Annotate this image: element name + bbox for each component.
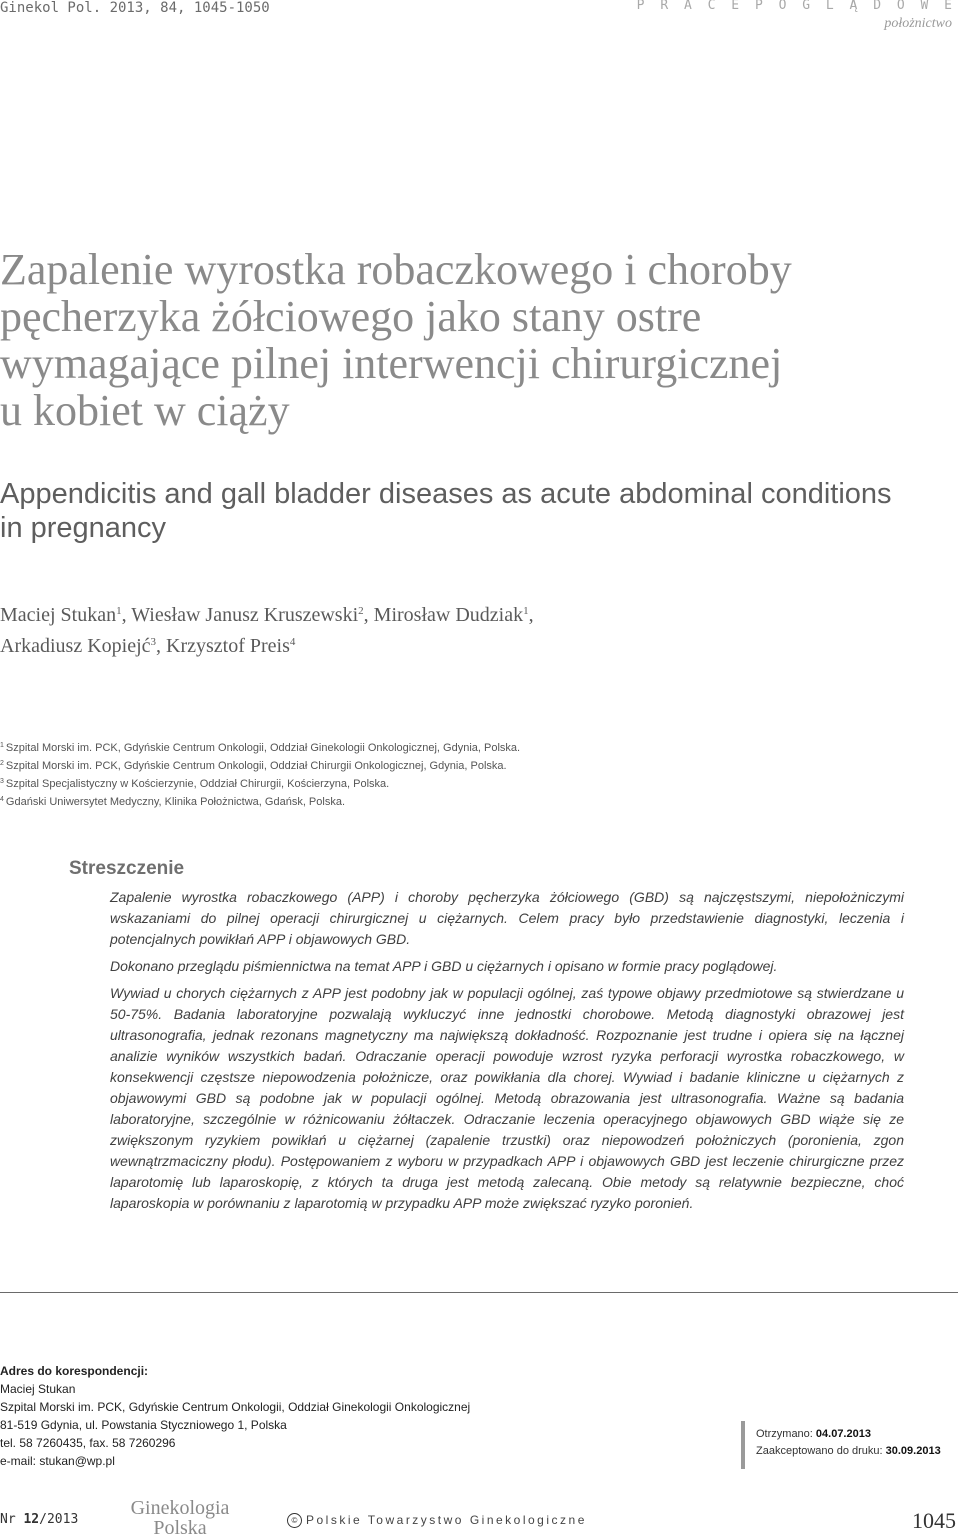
author-line <box>0 629 534 660</box>
author-separator: , <box>528 604 534 626</box>
correspondence-line: Szpital Morski im. PCK, Gdyńskie Centrum Onkologii, Oddział Ginekologii Onkologicznej <box>0 1400 471 1414</box>
affiliation-number: 1 <box>0 742 4 749</box>
logo-line: Ginekologia <box>130 1497 230 1519</box>
accepted-value: 30.09.2013 <box>885 1445 941 1457</box>
journal-reference: Ginekol Pol. 2013, 84, 1045-1050 <box>0 0 270 16</box>
subsection-label: położnictwo <box>884 16 952 31</box>
author-name: Maciej Stukan <box>0 604 117 626</box>
correspondence-heading: Adres do korespondencji: <box>0 1364 149 1378</box>
issue-num: 12 <box>23 1512 40 1527</box>
title-english <box>0 477 940 545</box>
accepted-date <box>756 1443 941 1460</box>
page-number: 1045 <box>912 1508 956 1533</box>
author-affiliation-mark: 3 <box>150 636 157 648</box>
author-affiliation-mark: 2 <box>358 605 364 617</box>
title-english-line: in pregnancy <box>0 512 167 544</box>
abstract-heading: Streszczenie <box>69 858 185 879</box>
abstract-paragraph: Zapalenie wyrostka robaczkowego (APP) i choroby pęcherzyka żółciowego (GBD) są najczęstszymi, niepołożniczymi wskazaniami do pilnej operacji chirurgicznej u ciężarnych. Celem pracy było przedstawienie diagnostyki, leczenia i potencjalnych powikłań APP i objawowych GBD. <box>110 889 904 947</box>
society-name: Polskie Towarzystwo Ginekologiczne <box>306 1513 587 1527</box>
correspondence-email[interactable]: e-mail: stukan@wp.pl <box>0 1454 115 1468</box>
received-value: 04.07.2013 <box>815 1428 871 1440</box>
title-english-line: Appendicitis and gall bladder diseases as acute abdominal conditions <box>0 478 892 510</box>
horizontal-divider <box>0 1292 958 1293</box>
received-date <box>756 1426 941 1443</box>
dates-block <box>756 1426 941 1460</box>
copyright-icon: © <box>287 1513 302 1528</box>
author-list <box>0 598 534 660</box>
title-polish-line: wymagające pilnej interwencji chirurgicznej <box>0 339 783 388</box>
author-line <box>0 598 534 629</box>
received-label: Otrzymano: <box>756 1428 816 1440</box>
dates-accent-bar <box>741 1421 745 1469</box>
section-label: P R A C E P O G L Ą D O W E <box>636 0 956 13</box>
correspondence-block <box>0 1362 470 1470</box>
affiliation-number: 4 <box>0 796 4 803</box>
author-name: Arkadiusz Kopiejć <box>0 635 151 657</box>
affiliation-number: 2 <box>0 760 4 767</box>
abstract-body <box>110 887 904 1220</box>
affiliation-item <box>0 756 520 774</box>
author-affiliation-mark: 1 <box>116 605 122 617</box>
logo-line: Polska <box>153 1517 207 1539</box>
affiliation-text: Szpital Morski im. PCK, Gdyńskie Centrum Onkologii, Oddział Ginekologii Onkologicznej, Gdynia, Polska. <box>5 742 521 754</box>
title-polish <box>0 246 940 434</box>
title-polish-line: pęcherzyka żółciowego jako stany ostre <box>0 292 702 341</box>
author-name: Krzysztof Preis <box>166 635 290 657</box>
author-affiliation-mark: 1 <box>523 605 529 617</box>
author-separator: , <box>156 635 167 657</box>
affiliation-item <box>0 774 520 792</box>
author-affiliation-mark: 4 <box>289 636 296 648</box>
correspondence-line: tel. 58 7260435, fax. 58 7260296 <box>0 1436 176 1450</box>
affiliation-item <box>0 738 520 756</box>
journal-logo <box>120 1498 240 1538</box>
correspondence-line: Maciej Stukan <box>0 1382 76 1396</box>
abstract-paragraph: Wywiad u chorych ciężarnych z APP jest podobny jak w populacji ogólnej, zaś typowe objawy przedmiotowe są stwierdzane u 50-75%. Badania laboratoryjne pozwalają wykluczyć inne jednostki chorobowe. Metodą diagnostyki obrazowej jest ultrasonografia, jednak rezonans magnetyczny ma największą dokładność. Rozpoznanie jest trudne i opiera się na łącznej analizie wyników wszystkich badań. Odraczanie operacji powoduje wzrost ryzyka perforacji wyrostka robaczkowego, w konsekwencji częstsze niepowodzenia położnicze, oraz powikłania dla chorej. Wywiad i badanie kliniczne u ciężarnych z objawowymi GBD są podobne jak w populacji ogólnej. Metodą obrazowania jest ultrasonografia. Ważne są badania laboratoryjne, szczególnie w różnicowaniu żółtaczek. Odraczanie leczenia operacyjnego objawowych GBD wiąże się ze zwiększonym ryzykiem powikłań u ciężarnej (zapalenie trzustki) oraz niepowodzeń położniczych (poronienia, zgon wewnątrzmaciczny płodu). Postępowaniem z wyboru w przypadkach APP i objawowych GBD jest leczenie chirurgiczne przez laparotomię lub laparoskopię, z których ta druga jest metodą zalecaną. Obie metody są relatywnie bezpieczne, choć laparoskopia w porównaniu z laparotomią w przypadku APP może zwiększać ryzyko poronień. <box>110 985 904 1211</box>
issue-number <box>0 1512 78 1527</box>
issue-year: /2013 <box>39 1512 79 1527</box>
title-polish-line: Zapalenie wyrostka robaczkowego i choroby <box>0 245 792 294</box>
affiliation-text: Szpital Morski im. PCK, Gdyńskie Centrum Onkologii, Oddział Chirurgii Onkologicznej, Gdynia, Polska. <box>5 760 507 772</box>
accepted-label: Zaakceptowano do druku: <box>756 1445 886 1457</box>
affiliation-list <box>0 738 520 810</box>
abstract-paragraph: Dokonano przeglądu piśmiennictwa na temat APP i GBD u ciężarnych i opisano w formie pracy poglądowej. <box>110 958 778 974</box>
title-polish-line: u kobiet w ciąży <box>0 386 290 435</box>
affiliation-text: Gdański Uniwersytet Medyczny, Klinika Położnictwa, Gdańsk, Polska. <box>5 796 346 808</box>
affiliation-number: 3 <box>0 778 4 785</box>
author-separator: , <box>121 604 132 626</box>
affiliation-item <box>0 792 520 810</box>
affiliation-text: Szpital Specjalistyczny w Kościerzynie, Oddział Chirurgii, Kościerzyna, Polska. <box>5 778 390 790</box>
issue-prefix: Nr <box>0 1512 24 1527</box>
correspondence-line: 81-519 Gdynia, ul. Powstania Styczniowego 1, Polska <box>0 1418 287 1432</box>
author-name: Wiesław Janusz Kruszewski <box>131 604 359 626</box>
author-separator: , <box>363 604 374 626</box>
author-name: Mirosław Dudziak <box>373 604 524 626</box>
